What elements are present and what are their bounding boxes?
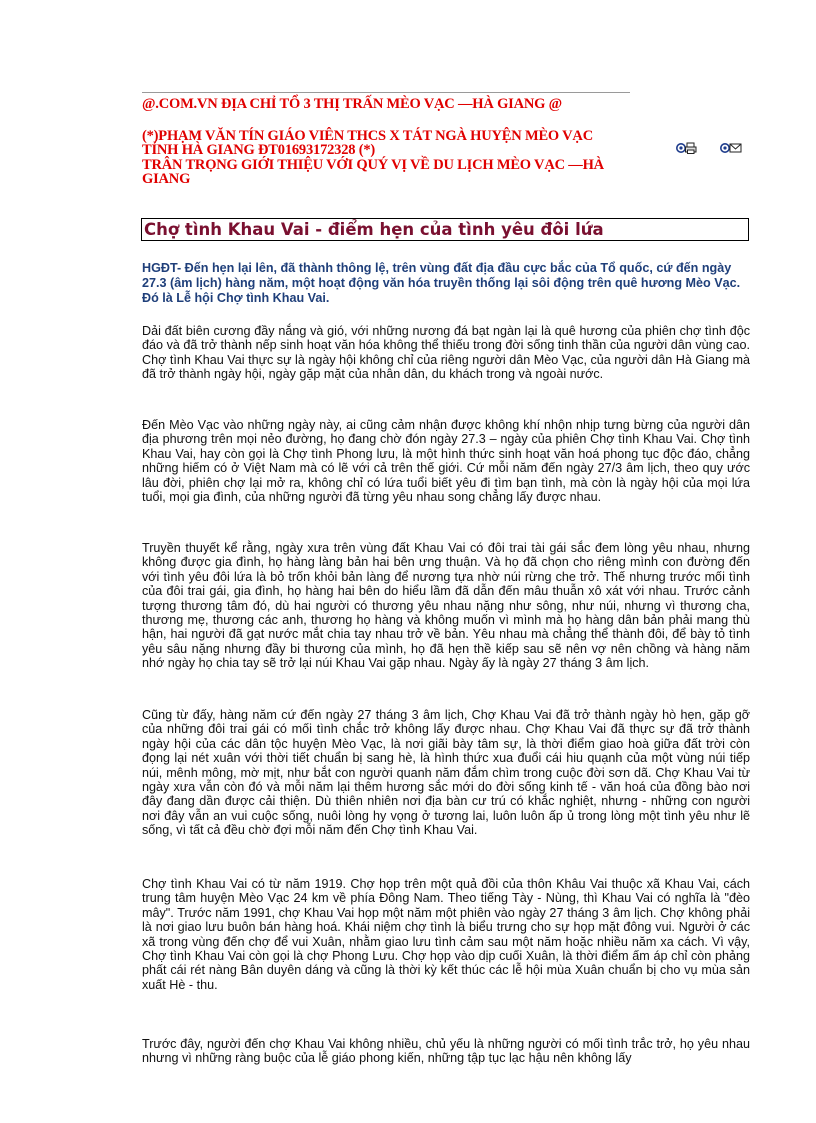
article-lead: HGĐT- Đến hẹn lại lên, đã thành thông lệ, trên vùng đất địa đầu cực bắc của Tổ quốc, cứ đến ngày 27.3 (âm lịch) hàng năm, một hoạt động văn hóa truyền thống lại sôi động trên quê hương Mèo Vạc. Đó là Lễ hội Chợ tình Khau Vai. xyxy=(142,261,741,305)
article-title: Chợ tình Khau Vai - điểm hẹn của tình yêu đôi lứa xyxy=(144,220,604,239)
article-paragraph: Cũng từ đấy, hàng năm cứ đến ngày 27 tháng 3 âm lịch, Chợ Khau Vai đã trở thành ngày hò hẹn, gặp gỡ của những đôi trai gái có mối tình chắc trở không lấy được nhau. Chợ Khau Vai đã thực sự đã trở thành ngày hội của các dân tộc huyện Mèo Vạc, là nơi giãi bày tâm sự, là thời điểm giao hoà giữa đất trời còn đọng lại nét xuân với thời tiết chuẩn bị sang hè, là hình thức xua đuổi cái hiu quạnh của một vùng núi tiếp núi, mênh mông, mờ mịt, như bắt con người quanh năm đắm chìm trong cuộc đời sơn dã. Chợ Khau Vai từ ngày xưa vẫn còn đó và mỗi năm lại thêm hương sắc mới do đời sống kinh tế - văn hoá của đồng bào nơi đây đang dần được cải thiện. Dù thiên nhiên nơi địa bàn cư trú có khắc nghiệt, nhưng - những con người nơi đây vẫn an vui cuộc sống, nuôi lòng hy vọng ở tương lai, luôn luôn ấp ủ trong lòng một tình yêu như lẽ sống, vì tất cả đều chờ đợi mỗi năm đến Chợ tình Khau Vai. xyxy=(142,708,750,838)
article-title-box xyxy=(141,218,749,241)
action-icons xyxy=(676,141,756,157)
header-author-line: (*)PHẠM VĂN TÍN GIÁO VIÊN THCS X TÁT NGÀ HUYỆN MÈO VẠC TỈNH HÀ GIANG ĐT01693172328 (*) xyxy=(142,128,593,158)
header-address-line: @.COM.VN ĐỊA CHỈ TỔ 3 THỊ TRẤN MÈO VẠC —HÀ GIANG @ xyxy=(142,96,562,112)
header-intro-line: TRÂN TRỌNG GIỚI THIỆU VỚI QUÝ VỊ VỀ DU LỊCH MÈO VẠC —HÀ GIANG xyxy=(142,157,604,187)
article-paragraph: Trước đây, người đến chợ Khau Vai không nhiều, chủ yếu là những người có mối tình trắc trở, họ yêu nhau nhưng vì những ràng buộc của lễ giáo phong kiến, những tập tục lạc hậu nên không lấy xyxy=(142,1037,750,1066)
article-paragraph: Dải đất biên cương đầy nắng và gió, với những nương đá bạt ngàn lại là quê hương của phiên chợ tình độc đáo và đã trở thành nếp sinh hoạt văn hóa không thể thiếu trong đời sống tinh thần của người dân vùng cao. Chợ tình Khau Vai thực sự là ngày hội không chỉ của riêng người dân Mèo Vạc, của người dân Hà Giang mà đã trở thành ngày hội, ngày gặp mặt của nhân dân, du khách trong và ngoài nước. xyxy=(142,324,750,382)
print-icon[interactable] xyxy=(676,141,698,155)
email-icon[interactable] xyxy=(720,141,742,155)
article-paragraph: Đến Mèo Vạc vào những ngày này, ai cũng cảm nhận được không khí nhộn nhịp tưng bừng của người dân địa phương trên mọi nẻo đường, họ đang chờ đón ngày 27.3 – ngày của phiên Chợ tình Khau Vai. Chợ tình Khau Vai, hay còn gọi là Chợ tình Phong lưu, là một hình thức sinh hoạt văn hoá phong tục độc đáo, chẳng những hiếm có ở Việt Nam mà có lẽ với cả trên thế giới. Cứ mỗi năm đến ngày 27/3 âm lịch, theo quy ước lâu đời, phiên chợ lại mở ra, không chỉ có lứa tuổi biết yêu đi tìm bạn tình, mà còn là ngày hội của mọi lứa tuổi, mọi gia đình, của những người đã từng yêu nhau song chẳng lấy được nhau. xyxy=(142,418,750,505)
header-divider xyxy=(142,92,630,93)
article-paragraph: Chợ tình Khau Vai có từ năm 1919. Chợ họp trên một quả đồi của thôn Khâu Vai thuộc xã Khau Vai, cách trung tâm huyện Mèo Vạc 24 km về phía Đông Nam. Theo tiếng Tày - Nùng, thì Khau Vai có nghĩa là "đèo mây". Trước năm 1991, chợ Khau Vai họp một năm một phiên vào ngày 27 tháng 3 âm lịch. Chợ không phải là nơi giao lưu buôn bán hàng hoá. Khái niệm chợ tình là biểu trưng cho sự họp mặt đông vui. Người ở các xã trong vùng đến chợ để vui Xuân, nhằm giao lưu tình cảm sau một năm hoặc nhiều năm xa cách. Vì vậy, Chợ tình Khau Vai còn gọi là chợ Phong Lưu. Chợ họp vào dịp cuối Xuân, là thời điểm ấm áp chỉ còn phảng phất cái rét nàng Bân duyên dáng và cũng là thời kỳ kết thúc các lễ hội mùa Xuân chuẩn bị cho vụ mùa sản xuất Hè - thu. xyxy=(142,877,750,992)
article-paragraph: Truyền thuyết kể rằng, ngày xưa trên vùng đất Khau Vai có đôi trai tài gái sắc đem lòng yêu nhau, nhưng không được gia đình, họ hàng làng bản hai bên ưng thuận. Và họ đã chọn cho riêng mình con đường đến với tình yêu đôi lứa là bỏ trốn khỏi bản làng để nương tựa nhờ núi rừng che trở. Thế nhưng trước mối tình của đôi trai gái, gia đình, họ hàng hai bên do hiểu lầm đã dẫn đến mâu thuẫn xô xát với nhau. Trước cảnh tượng thương tâm đó, dù hai người có thương yêu nhau nặng như sông, như núi, nhưng vì thương cha, thương mẹ, thương các anh, thương họ hàng và không muốn vì mình mà họ hàng dân bản phải mang thù hận, hai người đã gạt nước mắt chia tay nhau trở về bản. Yêu nhau mà chẳng thể thành đôi, để bày tỏ tình yêu sâu nặng nhưng đầy bi thương của mình, họ đã hẹn thề kiếp sau sẽ nên vợ nên chồng và hàng năm nhớ ngày họ chia tay sẽ trở lại núi Khau Vai gặp nhau. Ngày ấy là ngày 27 tháng 3 âm lịch. xyxy=(142,541,750,671)
